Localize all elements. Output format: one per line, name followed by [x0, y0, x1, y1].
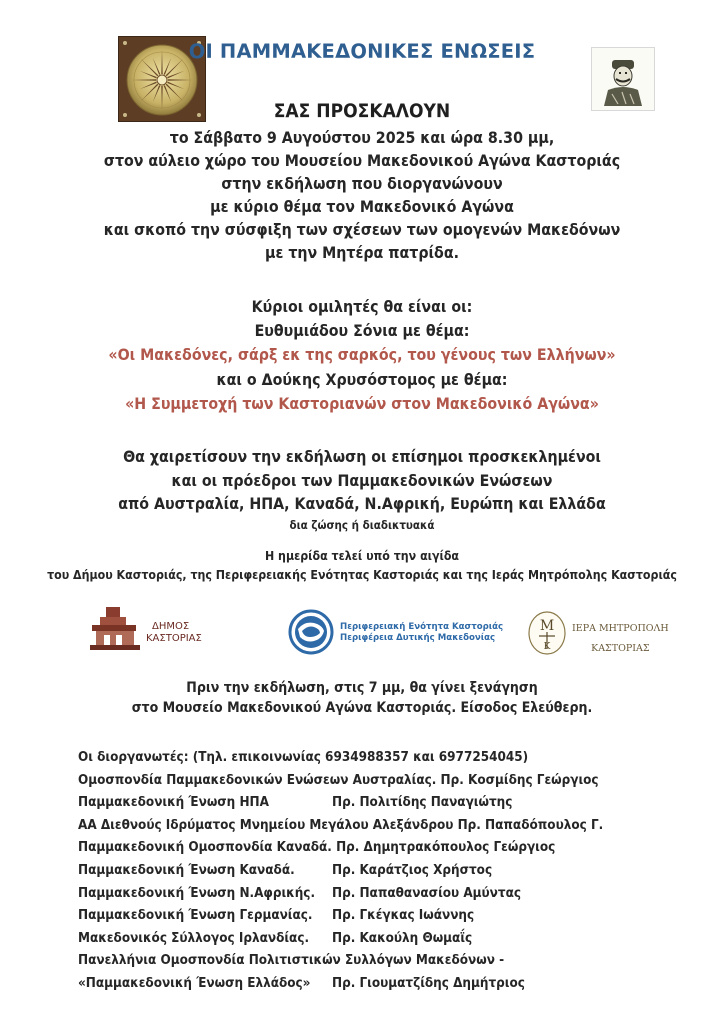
organizer-name: «Παμμακεδονική Ένωση Ελλάδος»	[78, 975, 311, 991]
mitropoli-logo	[526, 609, 686, 659]
greetings-line: και οι πρόεδροι των Παμμακεδονικών Ενώσεων	[171, 471, 553, 490]
speaker-2: και ο Δούκης Χρυσόστομος με θέμα:	[216, 370, 508, 389]
organizer-row	[78, 770, 603, 793]
page-title: ΟΙ ΠΑΜΜΑΚΕΔΟΝΙΚΕΣ ΕΝΩΣΕΙΣ	[188, 40, 536, 63]
organizer-name: ΑΑ Διεθνούς Ιδρύματος Μνημείου Μεγάλου Αλεξάνδρου Πρ. Παπαδόπουλος Γ.	[78, 817, 604, 833]
region-map-icon	[288, 609, 334, 655]
speakers-intro: Κύριοι ομιλητές θα είναι οι:	[251, 297, 473, 316]
invitation-line: με την Μητέρα πατρίδα.	[265, 243, 459, 262]
perifereia-logo-line-2: Περιφέρεια Δυτικής Μακεδονίας	[340, 633, 496, 643]
speaker-1-topic: «Οι Μακεδόνες, σάρξ εκ της σαρκός, του γένους των Ελλήνων»	[108, 345, 616, 364]
organizer-name: Παμμακεδονική Ένωση ΗΠΑ	[78, 795, 269, 811]
organizer-row	[78, 792, 603, 815]
organizer-row	[78, 837, 603, 860]
organizer-name: Πανελλήνια Ομοσπονδία Πολιτιστικών Συλλόγων Μακεδόνων -	[78, 953, 505, 969]
organizer-row	[78, 860, 603, 883]
organizer-name: Μακεδονικός Σύλλογος Ιρλανδίας.	[78, 930, 310, 946]
invitation-line: και σκοπό την σύσφιξη των σχέσεων των ομογενών Μακεδόνων	[103, 220, 621, 239]
organizer-president: Πρ. Γιουματζίδης Δημήτριος	[332, 975, 525, 991]
organizer-name: Παμμακεδονική Ένωση Ν.Αφρικής.	[78, 885, 316, 901]
invitation-heading: ΣΑΣ ΠΡΟΣΚΑΛΟΥΝ	[273, 100, 451, 122]
svg-text:Κ: Κ	[543, 642, 551, 652]
organizers-list	[78, 747, 603, 996]
organizer-row	[78, 973, 603, 996]
dimos-kastorias-logo	[88, 603, 218, 659]
tour-line-1: Πριν την εκδήλωση, στις 7 μμ, θα γίνει ξενάγηση	[186, 680, 538, 696]
organizer-president: Πρ. Κακούλη Θωμαΐς	[332, 930, 473, 946]
greetings-note: δια ζώσης ή διαδικτυακά	[289, 518, 435, 532]
organizer-name: Παμμακεδονική Ένωση Καναδά.	[78, 862, 295, 878]
organizer-row	[78, 815, 603, 838]
monogram-seal-icon	[526, 609, 568, 657]
organizer-row	[78, 950, 603, 973]
svg-text:Μ: Μ	[539, 618, 555, 634]
speaker-2-topic: «Η Συμμετοχή των Καστοριανών στον Μακεδονικό Αγώνα»	[125, 394, 599, 413]
speaker-1: Ευθυμιάδου Σόνια με θέμα:	[254, 321, 470, 340]
organizers-header: Οι διοργανωτές: (Τηλ. επικοινωνίας 6934988357 και 6977254045)	[78, 750, 529, 765]
invitation-line: στον αύλειο χώρο του Μουσείου Μακεδονικού Αγώνα Καστοριάς	[103, 151, 621, 170]
organizer-name: Παμμακεδονική Ομοσπονδία Καναδά. Πρ. Δημητρακόπουλος Γεώργιος	[78, 840, 556, 856]
dimos-logo-line-2: ΚΑΣΤΟΡΙΑΣ	[146, 633, 202, 644]
church-building-icon	[88, 603, 148, 659]
organizer-president: Πρ. Γκέγκας Ιωάννης	[332, 908, 475, 924]
organizer-row	[78, 928, 603, 951]
tour-line-2: στο Μουσείο Μακεδονικού Αγώνα Καστοριάς. Είσοδος Ελεύθερη.	[131, 700, 593, 716]
greetings-line: Θα χαιρετίσουν την εκδήλωση οι επίσημοι προσκεκλημένοι	[123, 447, 601, 466]
perifereia-logo	[288, 609, 504, 657]
organizer-name: Παμμακεδονική Ένωση Γερμανίας.	[78, 908, 313, 924]
invitation-line: στην εκδήλωση που διοργανώνουν	[221, 174, 503, 193]
mitropoli-logo-line-1: ΙΕΡΑ ΜΗΤΡΟΠΟΛΗ	[572, 623, 669, 634]
organizer-row	[78, 883, 603, 906]
organizer-president: Πρ. Καράτζιος Χρήστος	[332, 862, 493, 878]
organizer-row	[78, 905, 603, 928]
organizer-president: Πρ. Παπαθανασίου Αμύντας	[332, 885, 521, 901]
mitropoli-logo-line-2: ΚΑΣΤΟΡΙΑΣ	[591, 643, 650, 654]
aegis-line-1: Η ημερίδα τελεί υπό την αιγίδα	[264, 549, 460, 563]
dimos-logo-line-1: ΔΗΜΟΣ	[152, 621, 190, 632]
organizer-name: Ομοσπονδία Παμμακεδονικών Ενώσεων Αυστραλίας. Πρ. Κοσμίδης Γεώργιος	[78, 772, 599, 788]
organizer-president: Πρ. Πολιτίδης Παναγιώτης	[332, 795, 513, 811]
invitation-line: με κύριο θέμα τον Μακεδονικό Αγώνα	[210, 197, 514, 216]
invitation-line: το Σάββατο 9 Αυγούστου 2025 και ώρα 8.30 μμ,	[169, 128, 555, 147]
perifereia-logo-line-1: Περιφερειακή Ενότητα Καστοριάς	[340, 622, 504, 632]
greetings-line: από Αυστραλία, ΗΠΑ, Καναδά, Ν.Αφρική, Ευρώπη και Ελλάδα	[118, 494, 606, 513]
aegis-line-2: του Δήμου Καστοριάς, της Περιφερειακής Ενότητας Καστοριάς και της Ιεράς Μητρόπολης Καστοριάς	[47, 568, 677, 582]
